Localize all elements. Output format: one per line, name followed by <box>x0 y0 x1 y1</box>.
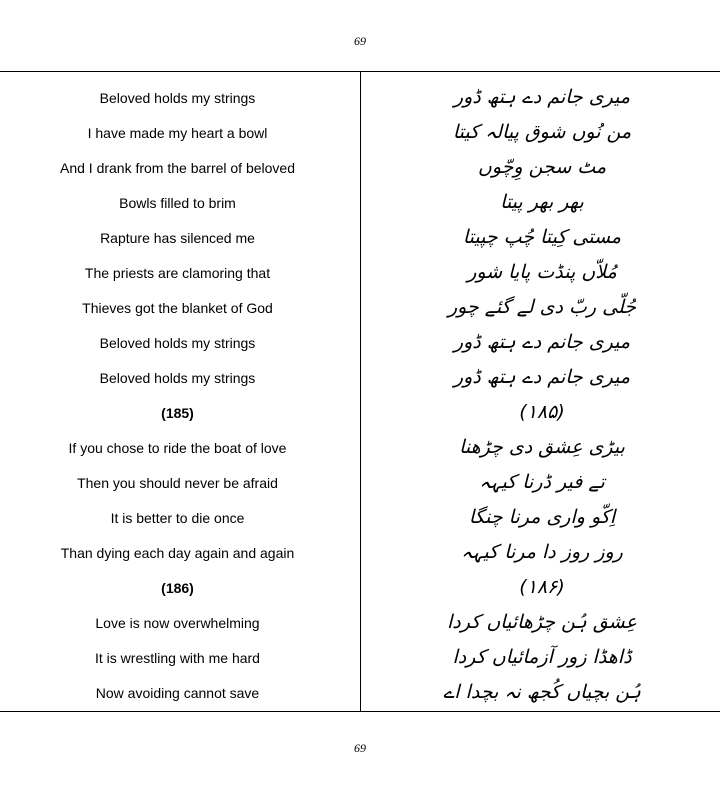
page-number-top: 69 <box>354 34 366 48</box>
translation-row <box>0 360 355 395</box>
verse-number-row <box>0 570 355 605</box>
translation-row <box>0 290 355 325</box>
translation-row <box>0 500 355 535</box>
translation-row <box>0 80 355 115</box>
translation-row <box>0 465 355 500</box>
translation-line: Love is now overwhelming <box>95 614 260 631</box>
translation-row <box>0 185 355 220</box>
urdu-verse-line: جُلّی ربّ دی لے گئے چور <box>447 296 637 318</box>
verse-row <box>364 535 720 570</box>
translation-row <box>0 640 355 675</box>
translation-row <box>0 325 355 360</box>
urdu-verse-line: عِشق ہُن چڑھائیاں کردا <box>447 611 637 633</box>
verse-row <box>364 605 720 640</box>
urdu-verse-line: روز روز دا مرنا کیہہ <box>461 541 623 563</box>
translation-line: Then you should never be afraid <box>77 474 278 491</box>
verse-number-row <box>364 570 720 605</box>
verse-number-urdu: (۱۸۶) <box>519 576 565 598</box>
urdu-verse-line: من نُوں شوق پیالہ کیتا <box>452 121 632 143</box>
urdu-verse-line: مستی کِیتا چُپ چپیتا <box>462 226 622 248</box>
table-bottom-rule <box>0 711 720 712</box>
verse-number-row <box>364 395 720 430</box>
urdu-verse-column <box>364 80 720 710</box>
translation-line: It is better to die once <box>110 509 245 526</box>
urdu-verse-line: تے فیر ڈرنا کیہہ <box>479 471 605 493</box>
urdu-verse-line: ڈاھڈا زور آزمائیاں کردا <box>452 646 632 668</box>
verse-row <box>364 640 720 675</box>
translation-row <box>0 115 355 150</box>
verse-row <box>364 500 720 535</box>
urdu-verse-line: اِکّو واری مرنا چنگا <box>468 506 616 528</box>
translation-row <box>0 220 355 255</box>
urdu-verse-line: مُلاّں پنڈت پایا شور <box>467 261 617 283</box>
urdu-verse-line: میری جانم دے ہتھ ڈور <box>453 366 631 388</box>
translation-line: It is wrestling with me hard <box>95 649 260 666</box>
verse-row <box>364 150 720 185</box>
english-translation-column <box>0 80 355 710</box>
verse-row <box>364 675 720 710</box>
verse-row <box>364 430 720 465</box>
translation-line: Beloved holds my strings <box>99 369 256 386</box>
translation-row <box>0 150 355 185</box>
translation-line: Bowls filled to brim <box>119 194 236 211</box>
verse-row <box>364 115 720 150</box>
translation-line: The priests are clamoring that <box>84 264 271 281</box>
urdu-verse-line: بھر بھر پیتا <box>500 191 584 213</box>
verse-number-row <box>0 395 355 430</box>
verse-row <box>364 185 720 220</box>
translation-line: Now avoiding cannot save <box>95 684 260 701</box>
verse-number-english: (185) <box>161 404 194 421</box>
translation-row <box>0 535 355 570</box>
translation-line: Than dying each day again and again <box>60 544 295 561</box>
page-number-bottom: 69 <box>354 741 366 755</box>
translation-line: Beloved holds my strings <box>99 334 256 351</box>
verse-row <box>364 325 720 360</box>
verse-row <box>364 290 720 325</box>
verse-row <box>364 465 720 500</box>
translation-line: Rapture has silenced me <box>100 229 255 246</box>
urdu-verse-line: بیڑی عِشق دی چڑھنا <box>459 436 625 458</box>
verse-number-english: (186) <box>161 579 194 596</box>
translation-line: If you chose to ride the boat of love <box>68 439 287 456</box>
urdu-verse-line: مٹ سجن وِچّوں <box>477 156 607 178</box>
translation-row <box>0 605 355 640</box>
verse-row <box>364 360 720 395</box>
verse-row <box>364 255 720 290</box>
translation-line: I have made my heart a bowl <box>87 124 268 141</box>
verse-row <box>364 80 720 115</box>
urdu-verse-line: میری جانم دے ہتھ ڈور <box>453 331 631 353</box>
translation-row <box>0 255 355 290</box>
urdu-verse-line: ہُن بچیاں کُجھ نہ بچدا اے <box>443 681 641 703</box>
urdu-verse-line: میری جانم دے ہتھ ڈور <box>453 86 631 108</box>
verse-row <box>364 220 720 255</box>
translation-row <box>0 430 355 465</box>
column-divider <box>360 71 361 712</box>
translation-line: Beloved holds my strings <box>99 89 256 106</box>
translation-row <box>0 675 355 710</box>
translation-line: And I drank from the barrel of beloved <box>59 159 296 176</box>
verse-number-urdu: (۱۸۵) <box>519 401 565 423</box>
translation-line: Thieves got the blanket of God <box>82 299 273 316</box>
